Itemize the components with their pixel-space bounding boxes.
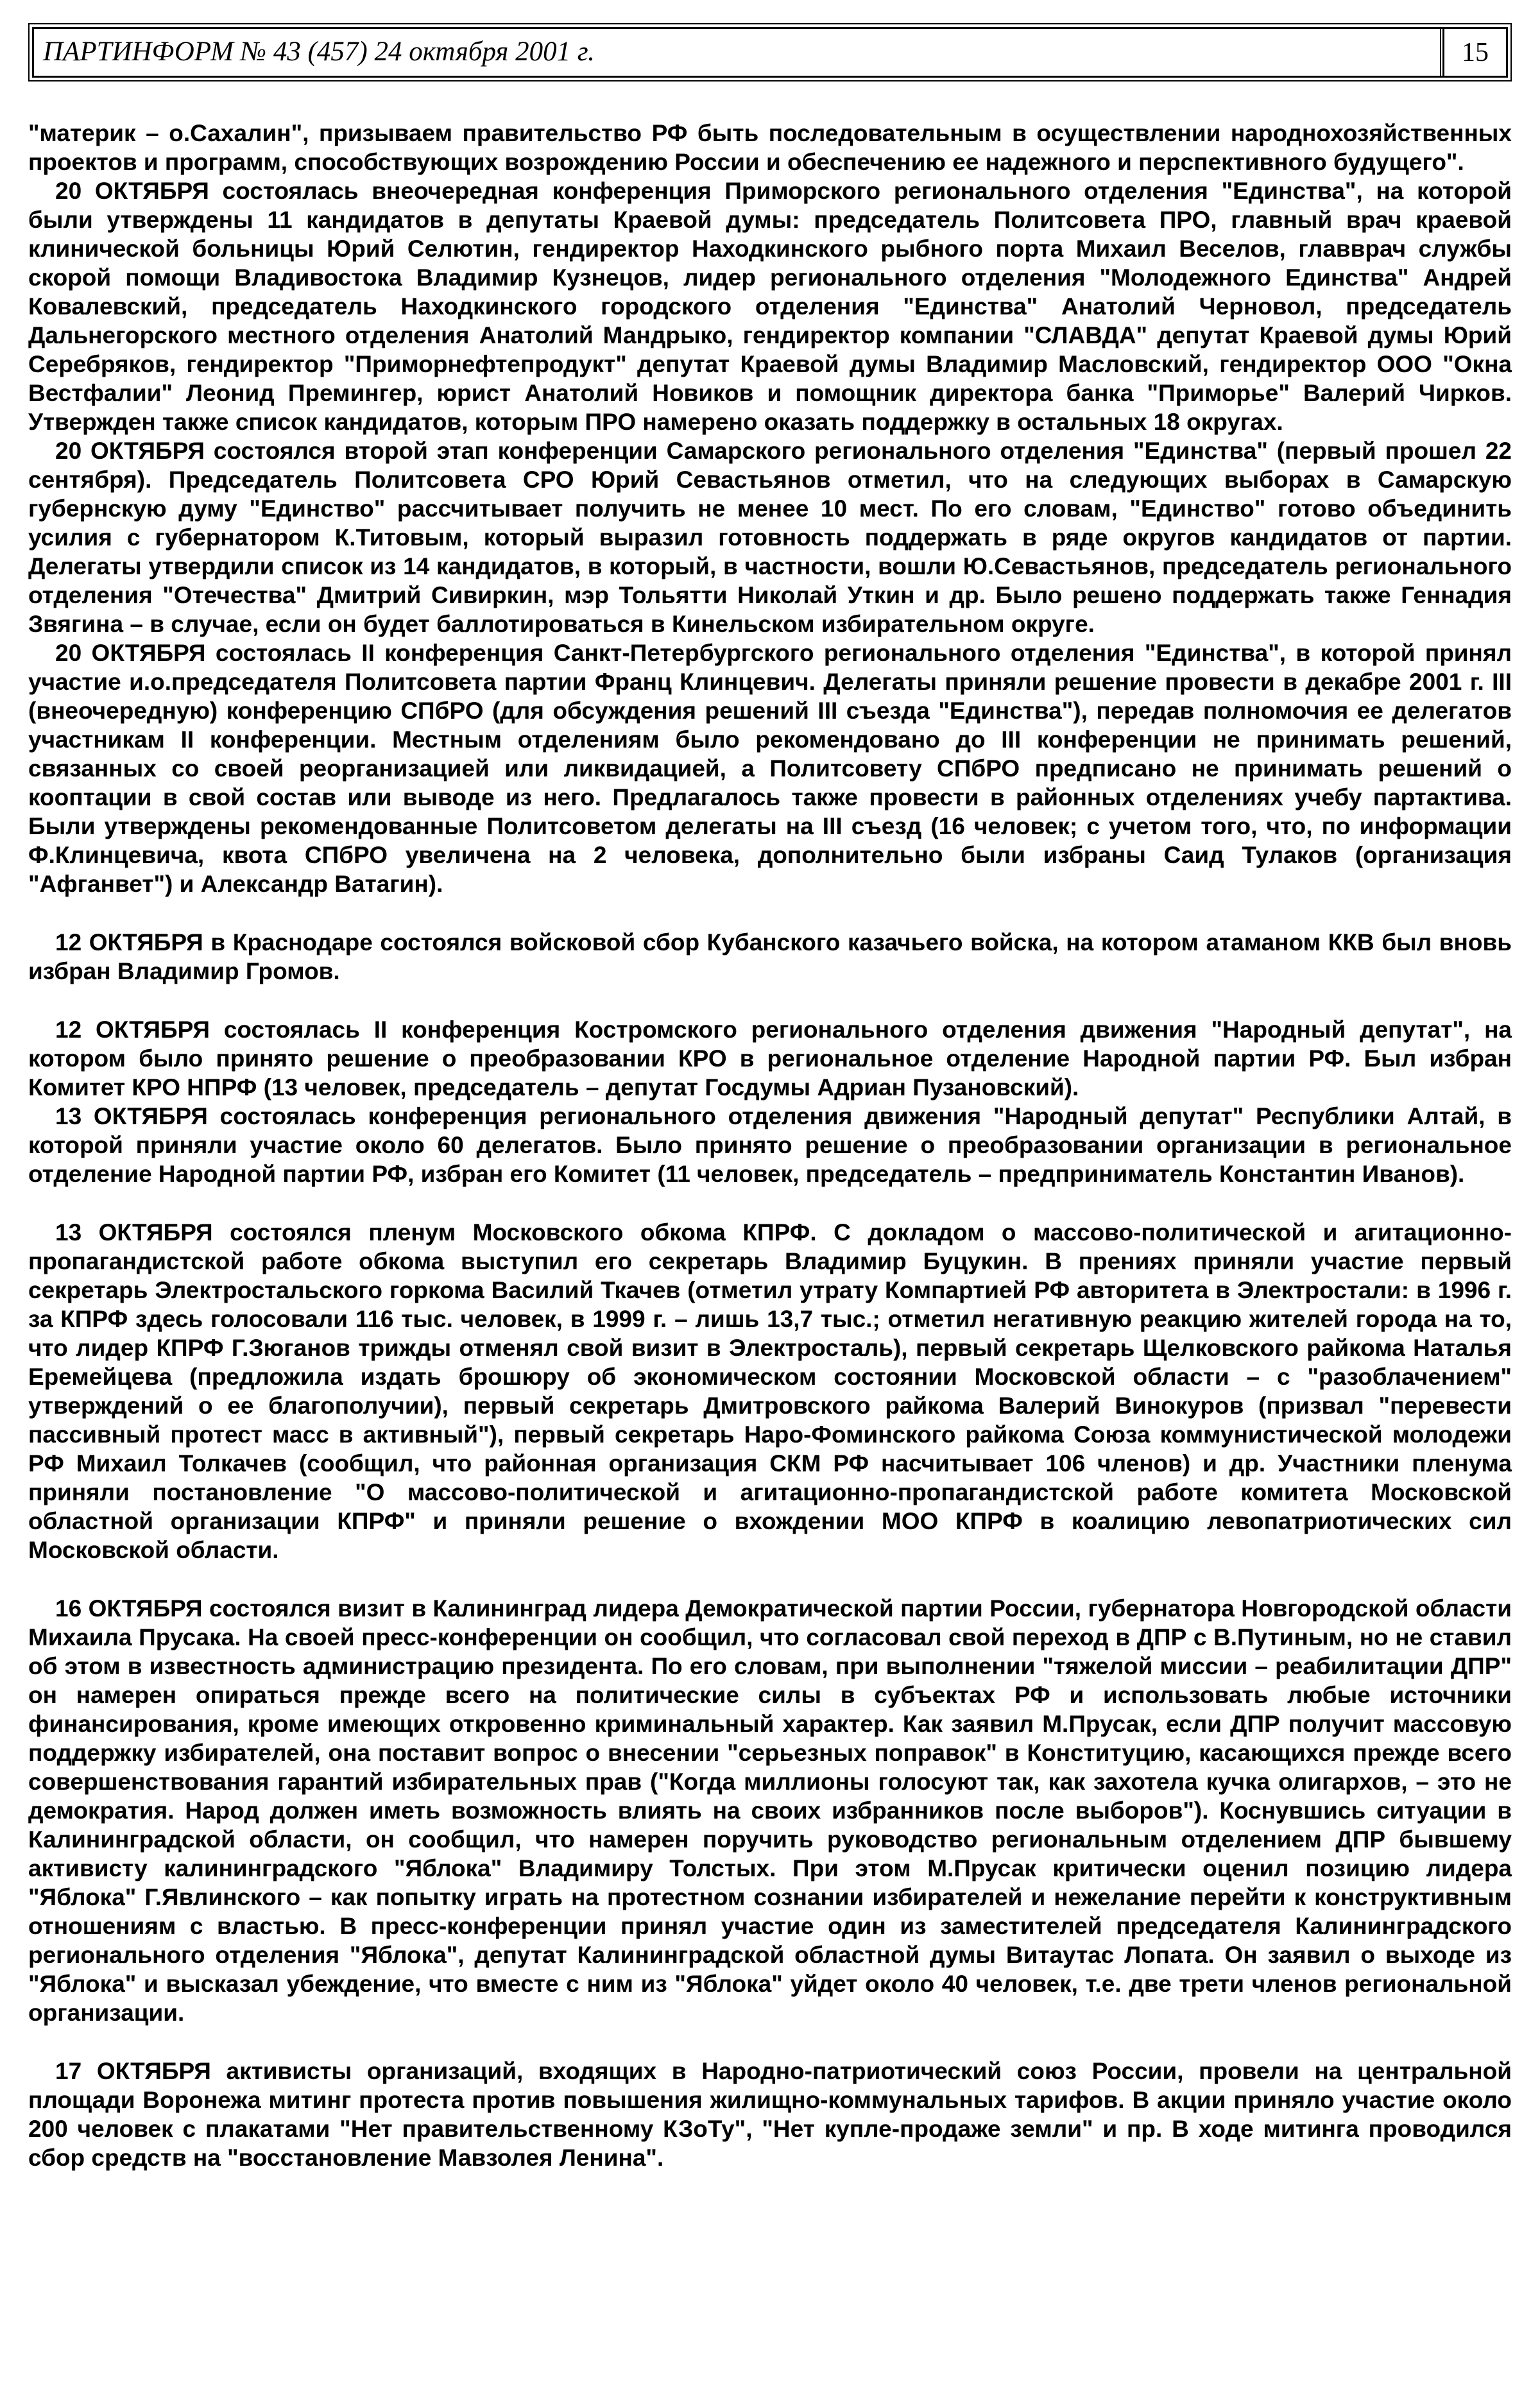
paragraph: 20 ОКТЯБРЯ состоялась II конференция Санкт-Петербургского регионального отделения "Единства", в которой принял участие и.о.председателя Политсовета партии Франц Клинцевич. Делегаты приняли решение провести в декабре 2001 г. III (внеочередную) конференцию СПбРО (для обсуждения решений III съезда "Единства"), передав полномочия ее делегатов участникам II конференции. Местным отделениям было рекомендовано до III конференции не принимать решений, связанных со своей реорганизацией или ликвидацией, а Политсовету СПбРО предписано не принимать решений о кооптации в свой состав или выводе из него. Предлагалось также провести в районных отделениях учебу партактива. Были утверждены рекомендованные Политсоветом делегаты на III съезд (16 человек; с учетом того, что, по информации Ф.Клинцевича, квота СПбРО увеличена на 2 человека, дополнительно были избраны Саид Тулаков (организация "Афганвет") и Александр Ватагин). [28,640,1512,898]
article-body [28,119,1512,2172]
newsletter-title: ПАРТИНФОРМ № 43 (457) 24 октября 2001 г. [43,37,595,67]
paragraph: 13 ОКТЯБРЯ состоялась конференция регионального отделения движения "Народный депутат" Республики Алтай, в которой приняли участие около 60 делегатов. Было принято решение о преобразовании организации в региональное отделение Народной партии РФ, избран его Комитет (11 человек, председатель – предприниматель Константин Иванов). [28,1103,1512,1188]
page-header-inner [32,27,1508,78]
paragraph: 17 ОКТЯБРЯ активисты организаций, входящих в Народно-патриотический союз России, провели на центральной площади Воронежа митинг протеста против повышения жилищно-коммунальных тарифов. В акции приняло участие около 200 человек с плакатами "Нет правительственному КЗоТу", "Нет купле-продаже земли" и пр. В ходе митинга проводился сбор средств на "восстановление Мавзолея Ленина". [28,2058,1512,2172]
page-number: 15 [1462,37,1489,67]
paragraph: 20 ОКТЯБРЯ состоялась внеочередная конференция Приморского регионального отделения "Единства", на которой были утверждены 11 кандидатов в депутаты Краевой думы: председатель Политсовета ПРО, главный врач краевой клинической больницы Юрий Селютин, гендиректор Находкинского рыбного порта Михаил Веселов, главврач службы скорой помощи Владивостока Владимир Кузнецов, лидер регионального отделения "Молодежного Единства" Андрей Ковалевский, председатель Находкинского городского отделения "Единства" Анатолий Черновол, председатель Дальнегорского местного отделения Анатолий Мандрыко, гендиректор компании "СЛАВДА" депутат Краевой думы Юрий Серебряков, гендиректор "Приморнефтепродукт" депутат Краевой думы Владимир Масловский, гендиректор ООО "Окна Вестфалии" Леонид Премингер, юрист Анатолий Новиков и помощник директора банка "Приморье" Валерий Чирков. Утвержден также список кандидатов, которым ПРО намерено оказать поддержку в остальных 18 округах. [28,178,1512,436]
paragraph: 13 ОКТЯБРЯ состоялся пленум Московского обкома КПРФ. С докладом о массово-политической и агитационно-пропагандистской работе обкома выступил его секретарь Владимир Буцукин. В прениях приняли участие первый секретарь Электростальского горкома Василий Ткачев (отметил утрату Компартией РФ авторитета в Электростали: в 1996 г. за КПРФ здесь голосовали 116 тыс. человек, в 1999 г. – лишь 13,7 тыс.; отметил негативную реакцию жителей города на то, что лидер КПРФ Г.Зюганов трижды отменял свой визит в Электросталь), первый секретарь Щелковского райкома Наталья Еремейцева (предложила издать брошюру об экономическом состоянии Московской области – с "разоблачением" утверждений о ее благополучии), первый секретарь Дмитровского райкома Валерий Винокуров (призвал "перевести пассивный протест масс в активный"), первый секретарь Наро-Фоминского райкома Союза коммунистической молодежи РФ Михаил Толкачев (сообщил, что районная организация СКМ РФ насчитывает 106 членов) и др. Участники пленума приняли постановление "О массово-политической и агитационно-пропагандистской работе комитета Московской областной организации КПРФ" и приняли решение о вхождении МОО КПРФ в коалицию левопатриотических сил Московской области. [28,1219,1512,1564]
header-divider [1440,29,1444,76]
page-header [28,23,1512,81]
paragraph: 20 ОКТЯБРЯ состоялся второй этап конференции Самарского регионального отделения "Единства" (первый прошел 22 сентября). Председатель Политсовета СРО Юрий Севастьянов отметил, что на следующих выборах в Самарскую губернскую думу "Единство" рассчитывает получить не менее 10 мест. По его словам, "Единство" готово объединить усилия с губернатором К.Титовым, который выразил готовность поддержать в ряде округов кандидатов от партии. Делегаты утвердили список из 14 кандидатов, в который, в частности, вошли Ю.Севастьянов, председатель регионального отделения "Отечества" Дмитрий Сивиркин, мэр Тольятти Николай Уткин и др. Было решено поддержать также Геннадия Звягина – в случае, если он будет баллотироваться в Кинельском избирательном округе. [28,438,1512,638]
paragraph: 12 ОКТЯБРЯ в Краснодаре состоялся войсковой сбор Кубанского казачьего войска, на котором атаманом ККВ был вновь избран Владимир Громов. [28,929,1512,985]
paragraph: 12 ОКТЯБРЯ состоялась II конференция Костромского регионального отделения движения "Народный депутат", на котором было принято решение о преобразовании КРО в региональное отделение Народной партии РФ. Был избран Комитет КРО НПРФ (13 человек, председатель – депутат Госдумы Адриан Пузановский). [28,1016,1512,1101]
paragraph: "материк – о.Сахалин", призываем правительство РФ быть последовательным в осуществлении народнохозяйственных проектов и программ, способствующих возрождению России и обеспечению ее надежного и перспективного будущего". [28,120,1512,176]
paragraph: 16 ОКТЯБРЯ состоялся визит в Калининград лидера Демократической партии России, губернатора Новгородской области Михаила Прусака. На своей пресс-конференции он сообщил, что согласовал свой переход в ДПР с В.Путиным, но не ставил об этом в известность администрацию президента. По его словам, при выполнении "тяжелой миссии – реабилитации ДПР" он намерен опираться прежде всего на политические силы в субъектах РФ и использовать любые источники финансирования, кроме имеющих откровенно криминальный характер. Как заявил М.Прусак, если ДПР получит массовую поддержку избирателей, она поставит вопрос о внесении "серьезных поправок" в Конституцию, касающихся прежде всего совершенствования гарантий избирательных прав ("Когда миллионы голосуют так, как захотела кучка олигархов, – это не демократия. Народ должен иметь возможность влиять на своих избранников после выборов"). Коснувшись ситуации в Калининградской области, он сообщил, что намерен поручить руководство региональным отделением ДПР бывшему активисту калининградского "Яблока" Владимиру Толстых. При этом М.Прусак критически оценил позицию лидера "Яблока" Г.Явлинского – как попытку играть на протестном сознании избирателей и нежелание перейти к конструктивным отношениям с властью. В пресс-конференции принял участие один из заместителей председателя Калининградского регионального отделения "Яблока", депутат Калининградской областной думы Витаутас Лопата. Он заявил о выходе из "Яблока" и высказал убеждение, что вместе с ним из "Яблока" уйдет около 40 человек, т.е. две трети членов региональной организации. [28,1595,1512,2026]
